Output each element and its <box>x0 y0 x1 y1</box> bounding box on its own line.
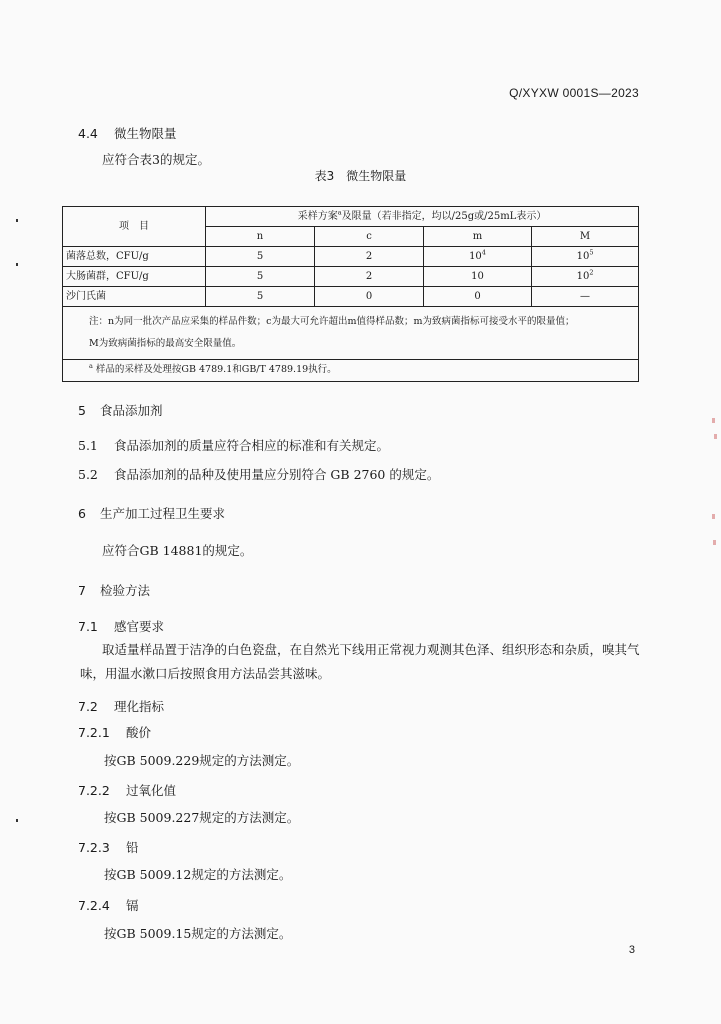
row-m <box>424 267 532 287</box>
section-number: 7.2.3 <box>78 840 110 855</box>
row-M: — <box>532 287 639 307</box>
section-4-4-body: 应符合表3的规定。 <box>102 152 210 167</box>
row-m <box>424 247 532 267</box>
row-item: 沙门氏菌 <box>63 287 206 307</box>
row-n: 5 <box>206 267 315 287</box>
row-n: 5 <box>206 247 315 267</box>
table-row <box>63 267 639 287</box>
section-number: 5 <box>78 403 86 418</box>
row-item: 菌落总数，CFU/g <box>63 247 206 267</box>
stamp-bleed-mark <box>712 514 715 519</box>
header-M: M <box>532 227 639 247</box>
note-line-2: M为致病菌指标的最高安全限量值。 <box>89 338 242 349</box>
section-5-heading <box>78 401 163 419</box>
section-7-1-body-line2: 味，用温水漱口后按照食用方法品尝其滋味。 <box>80 666 331 681</box>
section-7-2-3-body: 按GB 5009.12规定的方法测定。 <box>104 867 292 882</box>
header-c: c <box>315 227 424 247</box>
footnote-marker: a <box>337 208 342 217</box>
header-sampling-plan <box>206 207 639 227</box>
row-n: 5 <box>206 287 315 307</box>
table-note <box>63 307 639 360</box>
row-m: 0 <box>424 287 532 307</box>
footnote-marker: a <box>89 362 93 371</box>
clause-5-2 <box>78 465 439 483</box>
row-c: 0 <box>315 287 424 307</box>
M-base: 10 <box>576 271 590 282</box>
section-7-2-2-body: 按GB 5009.227规定的方法测定。 <box>104 810 300 825</box>
section-6-heading <box>78 504 225 522</box>
section-7-heading <box>78 581 150 599</box>
section-number: 7.1 <box>78 619 98 634</box>
section-title: 铅 <box>125 840 139 855</box>
section-title: 酸价 <box>125 725 151 740</box>
section-number: 7.2.2 <box>78 783 110 798</box>
section-title: 食品添加剂 <box>99 403 163 418</box>
section-7-1-heading <box>78 617 164 635</box>
scan-speck <box>16 819 18 822</box>
section-7-2-2-heading <box>78 781 176 799</box>
row-M <box>532 267 639 287</box>
section-title: 过氧化值 <box>125 783 176 798</box>
scan-speck <box>16 263 18 266</box>
section-number: 7.2 <box>78 699 98 714</box>
clause-5-1 <box>78 436 389 454</box>
section-number: 6 <box>78 506 86 521</box>
header-item: 项 目 <box>63 207 206 247</box>
stamp-bleed-mark <box>712 418 715 423</box>
section-7-2-4-heading <box>78 896 138 914</box>
section-7-2-1-body: 按GB 5009.229规定的方法测定。 <box>104 753 300 768</box>
header-m: m <box>424 227 532 247</box>
section-title: 镉 <box>125 898 139 913</box>
m-base: 10 <box>469 251 482 262</box>
row-item: 大肠菌群，CFU/g <box>63 267 206 287</box>
section-number: 4.4 <box>78 126 98 141</box>
row-c: 2 <box>315 247 424 267</box>
section-4-4-heading <box>78 124 176 142</box>
table-row <box>63 287 639 307</box>
M-base: 10 <box>576 251 590 262</box>
sampling-tail-text: 及限量（若非指定，均以/25g或/25mL表示） <box>341 211 547 222</box>
clause-number: 5.1 <box>78 438 98 453</box>
section-number: 7.2.4 <box>78 898 110 913</box>
section-title: 检验方法 <box>99 583 150 598</box>
page-number: 3 <box>628 944 635 956</box>
document-number: Q/XYXW 0001S—2023 <box>509 86 639 100</box>
microbial-limit-table <box>62 206 639 382</box>
section-title: 感官要求 <box>113 619 164 634</box>
M-exponent: 5 <box>589 248 594 257</box>
row-c: 2 <box>315 267 424 287</box>
section-7-2-heading <box>78 697 164 715</box>
section-title: 理化指标 <box>113 699 164 714</box>
scan-speck <box>16 219 18 222</box>
stamp-bleed-mark <box>713 540 716 545</box>
header-n: n <box>206 227 315 247</box>
table-caption: 表3 微生物限量 <box>314 169 407 183</box>
footnote-text: 样品的采样及处理按GB 4789.1和GB/T 4789.19执行。 <box>92 364 337 376</box>
m-exponent: 4 <box>481 248 486 257</box>
section-number: 7.2.1 <box>78 725 110 740</box>
clause-number: 5.2 <box>78 467 98 482</box>
table-footnote <box>63 360 639 382</box>
clause-text: 食品添加剂的品种及使用量应分别符合 GB 2760 的规定。 <box>113 467 440 482</box>
note-line-1: 注：n为同一批次产品应采集的样品件数；c为最大可允许超出m值得样品数；m为致病菌指标可接受水平的限量值； <box>89 316 575 327</box>
row-M <box>532 247 639 267</box>
M-exponent: 2 <box>589 268 594 277</box>
sampling-head-text: 采样方案 <box>297 211 338 222</box>
section-6-body: 应符合GB 14881的规定。 <box>102 543 253 558</box>
section-7-1-body-line1: 取适量样品置于洁净的白色瓷盘，在自然光下线用正常视力观测其色泽、组织形态和杂质，嗅其气 <box>102 642 640 657</box>
section-7-2-3-heading <box>78 838 138 856</box>
stamp-bleed-mark <box>714 434 717 439</box>
section-title: 生产加工过程卫生要求 <box>99 506 225 521</box>
section-title: 微生物限量 <box>113 126 177 141</box>
table-row <box>63 247 639 267</box>
section-7-2-4-body: 按GB 5009.15规定的方法测定。 <box>104 926 292 941</box>
clause-text: 食品添加剂的质量应符合相应的标准和有关规定。 <box>113 438 389 453</box>
section-number: 7 <box>78 583 86 598</box>
section-7-2-1-heading <box>78 723 151 741</box>
m-base: 10 <box>471 271 484 282</box>
